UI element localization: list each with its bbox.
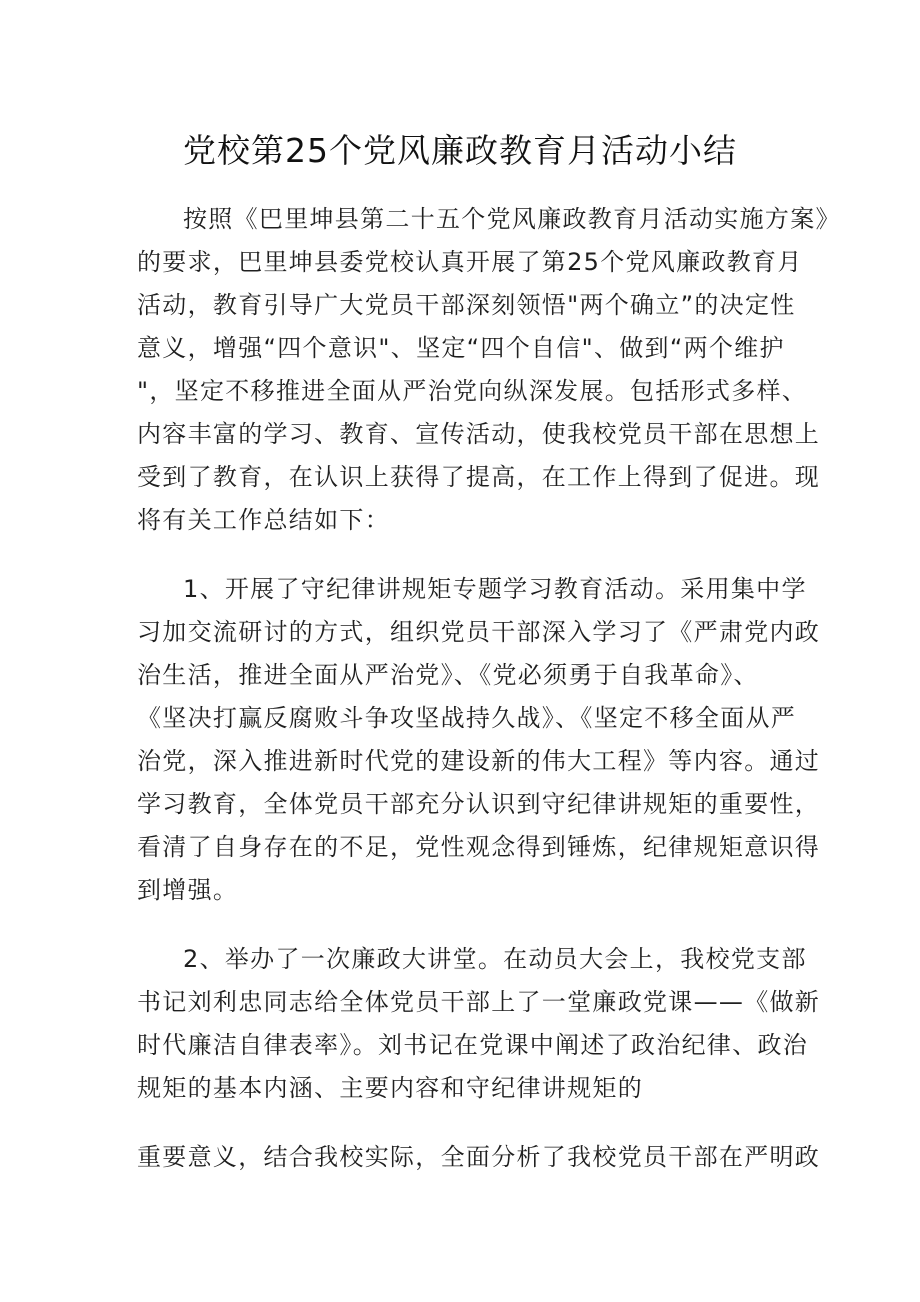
section-1-line-2: 习加交流研讨的方式，组织党员干部深入学习了《严肃党内政 — [137, 618, 821, 646]
intro-line-4: 意义，增强“四个意识"、坚定“四个自信"、做到“两个维护 — [137, 334, 785, 362]
section-2-line-3: 时代廉洁自律表率》。刘书记在党课中阐述了政治纪律、政治 — [137, 1031, 809, 1059]
section-2-line-2: 书记刘利忠同志给全体党员干部上了一堂廉政党课——《做新 — [137, 988, 821, 1016]
intro-line-7: 受到了教育，在认识上获得了提高，在工作上得到了促进。现 — [137, 463, 821, 491]
section-1-line-7: 看清了自身存在的不足，党性观念得到锤炼，纪律规矩意识得 — [137, 833, 821, 861]
intro-line-6: 内容丰富的学习、教育、宣传活动，使我校党员干部在思想上 — [137, 420, 821, 448]
intro-line-2: 的要求，巴里坤县委党校认真开展了第25个党风廉政教育月 — [137, 248, 803, 276]
section-2-line-4: 规矩的基本内涵、主要内容和守纪律讲规矩的 — [137, 1074, 643, 1102]
intro-line-8: 将有关工作总结如下： — [137, 506, 390, 534]
section-1-line-5: 治党，深入推进新时代党的建设新的伟大工程》等内容。通过 — [137, 747, 821, 775]
section-2-line-5: 重要意义，结合我校实际，全面分析了我校党员干部在严明政 — [137, 1143, 821, 1171]
intro-line-3: 活动，教育引导广大党员干部深刻领悟"两个确立”的决定性 — [137, 291, 796, 319]
document-title: 党校第25个党风廉政教育月活动小结 — [183, 131, 737, 170]
section-2-line-1: 2、举办了一次廉政大讲堂。在动员大会上，我校党支部 — [183, 945, 807, 973]
section-1-line-1: 1、开展了守纪律讲规矩专题学习教育活动。采用集中学 — [183, 575, 807, 603]
section-1-line-3: 治生活，推进全面从严治党》、《党必须勇于自我革命》、 — [137, 661, 759, 689]
intro-line-5: "，坚定不移推进全面从严治党向纵深发展。包括形式多样、 — [137, 377, 808, 405]
section-1-line-6: 学习教育，全体党员干部充分认识到守纪律讲规矩的重要性， — [137, 790, 821, 818]
intro-line-1: 按照《巴里坤县第二十五个党风廉政教育月活动实施方案》 — [183, 205, 841, 233]
section-1-line-8: 到增强。 — [137, 876, 239, 904]
section-1-line-4: 《坚决打赢反腐败斗争攻坚战持久战》、《坚定不移全面从严 — [137, 704, 797, 732]
